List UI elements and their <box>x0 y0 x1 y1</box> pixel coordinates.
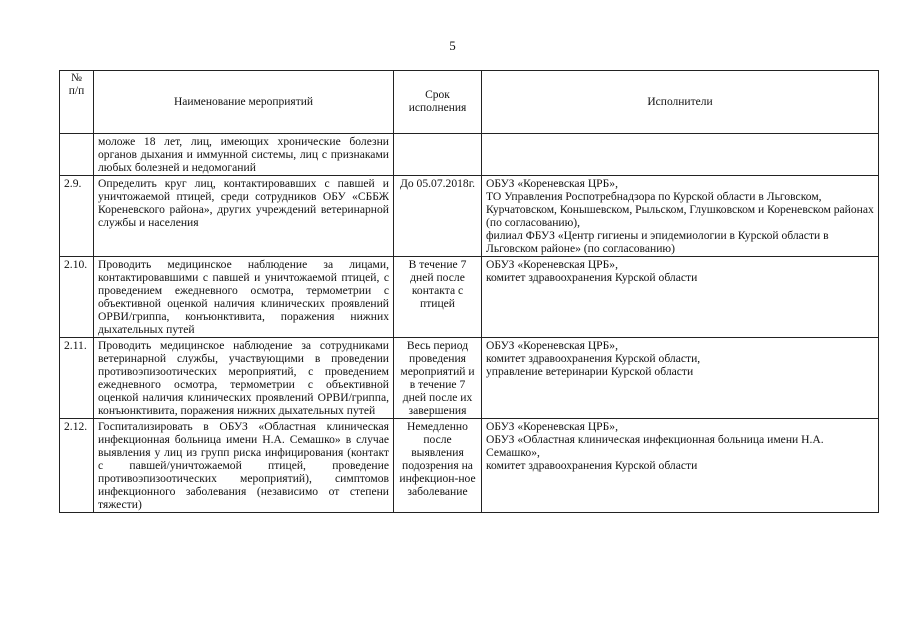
executor-line: управление ветеринарии Курской области <box>486 365 694 378</box>
executor-line: комитет здравоохранения Курской области, <box>486 352 701 365</box>
executor-line: ОБУЗ «Кореневская ЦРБ», <box>486 420 618 433</box>
measure-executors <box>482 257 879 338</box>
measure-name: Проводить медицинское наблюдение за лицами, контактировавшими с павшей и уничтожаемой птицей, с проведением ежедневного осмотра, термометрии с объективной оценкой наличия клинических проявлений ОРВИ/гриппа, конъюнктивита, поражения нижних дыхательных путей <box>94 257 394 338</box>
row-number: 2.9. <box>60 176 94 257</box>
executor-line: филиал ФБУЗ «Центр гигиены и эпидемиологии в Курской области в Льговском районе» (по согласованию) <box>486 229 829 255</box>
measure-name: Госпитализировать в ОБУЗ «Областная клиническая инфекционная больница имени Н.А. Семашко» в случае выявления у лиц из групп риска инфицирования (контакт с павшей/уничтожаемой птицей, проведение противоэпизоотических мероприятий), симптомов инфекционного заболевания (независимо от степени тяжести) <box>94 419 394 513</box>
executor-line: ОБУЗ «Кореневская ЦРБ», <box>486 258 618 271</box>
executor-line: комитет здравоохранения Курской области <box>486 459 698 472</box>
executor-line: ОБУЗ «Кореневская ЦРБ», <box>486 339 618 352</box>
header-term: Срок исполнения <box>394 71 482 134</box>
measure-executors <box>482 419 879 513</box>
header-executors: Исполнители <box>482 71 879 134</box>
row-number <box>60 134 94 176</box>
row-number: 2.10. <box>60 257 94 338</box>
table-row <box>60 419 879 513</box>
table-row <box>60 134 879 176</box>
header-num: № п/п <box>60 71 94 134</box>
executor-line: ТО Управления Роспотребнадзора по Курской области в Льговском, Курчатовском, Конышевском, Рыльском, Глушковском и Кореневском районах (по согласованию), <box>486 190 874 229</box>
measure-executors <box>482 338 879 419</box>
executor-line: комитет здравоохранения Курской области <box>486 271 698 284</box>
measure-name: моложе 18 лет, лиц, имеющих хронические болезни органов дыхания и иммунной системы, лиц с признаками любых болезней и недомоганий <box>94 134 394 176</box>
measure-term: В течение 7 дней после контакта с птицей <box>394 257 482 338</box>
table-row <box>60 338 879 419</box>
measures-table <box>59 70 879 513</box>
measure-name: Проводить медицинское наблюдение за сотрудниками ветеринарной службы, участвующими в проведении противоэпизоотических мероприятий, с проведением ежедневного осмотра, термометрии с объективной оценкой наличия клинических проявлений ОРВИ/гриппа, конъюнктивита, поражения нижних дыхательных путей <box>94 338 394 419</box>
page-number: 5 <box>449 38 456 53</box>
measure-term: Немедленно после выявления подозрения на инфекцион-ное заболевание <box>394 419 482 513</box>
measure-term: До 05.07.2018г. <box>394 176 482 257</box>
executor-line: ОБУЗ «Кореневская ЦРБ», <box>486 177 618 190</box>
table-row <box>60 257 879 338</box>
measure-executors <box>482 176 879 257</box>
measure-term: Весь период проведения мероприятий и в течение 7 дней после их завершения <box>394 338 482 419</box>
row-number: 2.11. <box>60 338 94 419</box>
table-body <box>60 134 879 513</box>
header-name: Наименование мероприятий <box>94 71 394 134</box>
row-number: 2.12. <box>60 419 94 513</box>
table-header-row <box>60 71 879 134</box>
table-row <box>60 176 879 257</box>
measure-term <box>394 134 482 176</box>
executor-line: ОБУЗ «Областная клиническая инфекционная больница имени Н.А. Семашко», <box>486 433 824 459</box>
measure-name: Определить круг лиц, контактировавших с павшей и уничтожаемой птицей, среди сотрудников ОБУ «СББЖ Кореневского района», других учреждений ветеринарной службы и населения <box>94 176 394 257</box>
measure-executors <box>482 134 879 176</box>
